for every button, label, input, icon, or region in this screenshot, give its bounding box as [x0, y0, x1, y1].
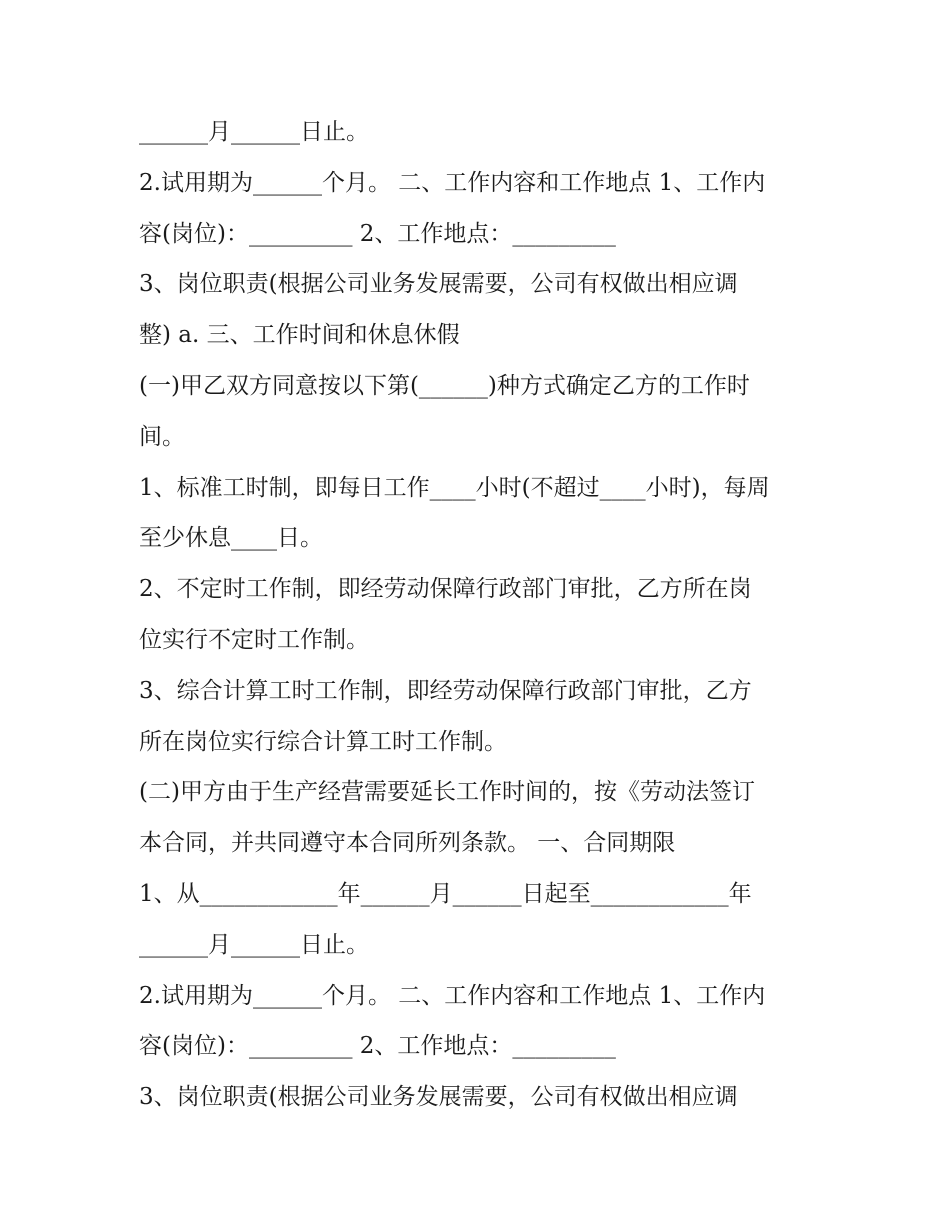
text-line: 2、不定时工作制，即经劳动保障行政部门审批，乙方所在岗 [139, 576, 752, 603]
text-line: 间。 [139, 423, 185, 450]
text-line: 所在岗位实行综合计算工时工作制。 [139, 728, 507, 755]
text-line: 1、从____________年______月______日起至____________年 [139, 880, 752, 907]
text-line: 3、岗位职责(根据公司业务发展需要，公司有权做出相应调 [139, 1084, 738, 1111]
text-line: 至少休息____日。 [139, 525, 323, 552]
text-line: 2.试用期为______个月。 二、工作内容和工作地点 1、工作内 [139, 169, 766, 196]
text-line: (二)甲方由于生产经营需要延长工作时间的，按《劳动法签订 [139, 779, 755, 806]
text-line: 容(岗位)：_________ 2、工作地点：_________ [139, 220, 616, 247]
text-line: 整) a. 三、工作时间和休息休假 [139, 322, 460, 349]
document-body [139, 107, 839, 1123]
text-line: ______月______日止。 [139, 119, 369, 145]
text-line: (一)甲乙双方同意按以下第(______)种方式确定乙方的工作时 [139, 372, 750, 399]
text-line: 2.试用期为______个月。 二、工作内容和工作地点 1、工作内 [139, 982, 766, 1009]
text-line: ______月______日止。 [139, 931, 369, 958]
text-line: 1、标准工时制，即每日工作____小时(不超过____小时)，每周 [139, 474, 770, 501]
text-line: 3、综合计算工时工作制，即经劳动保障行政部门审批，乙方 [139, 677, 752, 704]
text-line: 位实行不定时工作制。 [139, 626, 369, 653]
text-line: 3、岗位职责(根据公司业务发展需要，公司有权做出相应调 [139, 271, 738, 298]
text-line: 本合同，并共同遵守本合同所列条款。 一、合同期限 [139, 830, 676, 857]
text-line: 容(岗位)：_________ 2、工作地点：_________ [139, 1033, 616, 1060]
